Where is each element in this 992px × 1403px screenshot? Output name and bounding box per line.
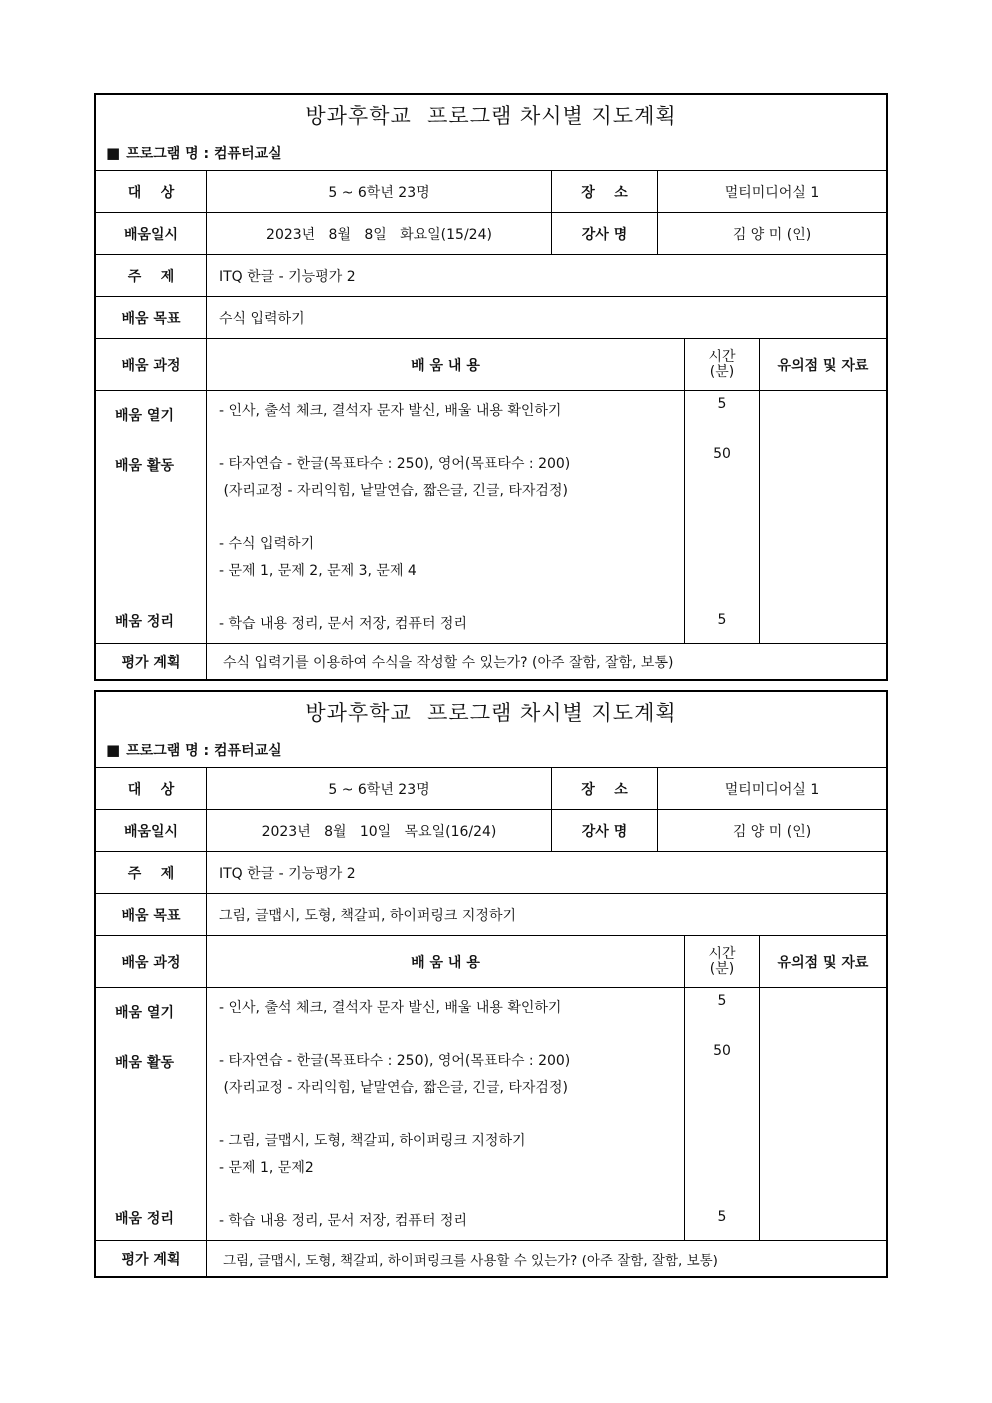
content-label: 배 움 내 용 bbox=[207, 936, 685, 987]
place-label: 장 소 bbox=[552, 768, 658, 809]
goal-row bbox=[96, 297, 886, 339]
process-label: 배움 과정 bbox=[96, 936, 207, 987]
goal-label: 배움 목표 bbox=[96, 297, 207, 338]
topic-row bbox=[96, 852, 886, 894]
square-bullet-icon: ■ bbox=[106, 143, 121, 162]
goal-row bbox=[96, 894, 886, 936]
evaluation-value: 수식 입력기를 이용하여 수식을 작성할 수 있는가? (아주 잘함, 잘함, 보통) bbox=[223, 654, 674, 671]
process-label: 배움 과정 bbox=[96, 339, 207, 390]
time-label-line-1: 시간 bbox=[708, 348, 736, 365]
program-name-row bbox=[96, 135, 886, 171]
date-row bbox=[96, 213, 886, 255]
time-activity: 50 bbox=[713, 446, 731, 462]
stage-open: 배움 열기 bbox=[115, 1005, 174, 1021]
notes-label: 유의점 및 자료 bbox=[777, 954, 869, 971]
stage-column bbox=[96, 988, 207, 1240]
goal-value: 수식 입력하기 bbox=[219, 310, 305, 327]
stage-open: 배움 열기 bbox=[115, 408, 174, 424]
process-header-row bbox=[96, 936, 886, 988]
content-column bbox=[207, 391, 685, 643]
notes-column bbox=[760, 391, 886, 643]
time-column bbox=[685, 391, 760, 643]
teacher-label: 강사 명 bbox=[552, 810, 658, 851]
content-line: - 타자연습 - 한글(목표타수 : 250), 영어(목표타수 : 200) bbox=[219, 1053, 571, 1069]
stage-close: 배움 정리 bbox=[115, 1211, 174, 1227]
process-header-row bbox=[96, 339, 886, 391]
time-close: 5 bbox=[717, 612, 727, 628]
plan-title: 방과후학교 프로그램 차시별 지도계획 bbox=[305, 104, 677, 128]
content-line: - 문제 1, 문제2 bbox=[219, 1160, 314, 1176]
content-line: - 학습 내용 정리, 문서 저장, 컴퓨터 정리 bbox=[219, 616, 467, 632]
place-label: 장 소 bbox=[552, 171, 658, 212]
date-value: 2023년 8월 8일 화요일(15/24) bbox=[207, 213, 552, 254]
goal-label: 배움 목표 bbox=[96, 894, 207, 935]
teacher-value: 김 양 미 (인) bbox=[732, 823, 812, 840]
content-line: - 인사, 출석 체크, 결석자 문자 발신, 배울 내용 확인하기 bbox=[219, 1000, 562, 1016]
square-bullet-icon: ■ bbox=[106, 740, 121, 759]
date-row bbox=[96, 810, 886, 852]
topic-label: 주 제 bbox=[96, 255, 207, 296]
program-name: 프로그램 명 : 컴퓨터교실 bbox=[126, 145, 282, 162]
time-column bbox=[685, 988, 760, 1240]
content-line: - 그림, 글맵시, 도형, 책갈피, 하이퍼링크 지정하기 bbox=[219, 1133, 526, 1149]
topic-value: ITQ 한글 - 기능평가 2 bbox=[219, 865, 356, 882]
evaluation-row bbox=[96, 644, 886, 679]
process-body-row bbox=[96, 988, 886, 1241]
content-line: - 수식 입력하기 bbox=[219, 536, 315, 552]
stage-activity: 배움 활동 bbox=[115, 458, 174, 474]
target-label: 대 상 bbox=[96, 171, 207, 212]
time-open: 5 bbox=[717, 396, 727, 412]
content-line: (자리교정 - 자리익힘, 낱말연습, 짧은글, 긴글, 타자검정) bbox=[219, 483, 568, 499]
content-line: - 학습 내용 정리, 문서 저장, 컴퓨터 정리 bbox=[219, 1213, 467, 1229]
place-value: 멀티미디어실 1 bbox=[724, 781, 820, 798]
content-column bbox=[207, 988, 685, 1240]
time-label-line-2: (분) bbox=[709, 363, 735, 380]
target-row bbox=[96, 768, 886, 810]
goal-value: 그림, 글맵시, 도형, 책갈피, 하이퍼링크 지정하기 bbox=[219, 907, 517, 924]
content-line: - 인사, 출석 체크, 결석자 문자 발신, 배울 내용 확인하기 bbox=[219, 403, 562, 419]
process-body-row bbox=[96, 391, 886, 644]
lesson-plan-1 bbox=[94, 93, 888, 681]
target-label: 대 상 bbox=[96, 768, 207, 809]
topic-label: 주 제 bbox=[96, 852, 207, 893]
date-label: 배움일시 bbox=[96, 213, 207, 254]
time-label bbox=[685, 339, 760, 390]
evaluation-value: 그림, 글맵시, 도형, 책갈피, 하이퍼링크를 사용할 수 있는가? (아주 잘함, 잘함, 보통) bbox=[223, 1252, 718, 1269]
time-label-line-2: (분) bbox=[709, 960, 735, 977]
evaluation-label: 평가 계획 bbox=[96, 644, 207, 679]
content-line: - 타자연습 - 한글(목표타수 : 250), 영어(목표타수 : 200) bbox=[219, 456, 571, 472]
time-close: 5 bbox=[717, 1209, 727, 1225]
stage-close: 배움 정리 bbox=[115, 614, 174, 630]
stage-column bbox=[96, 391, 207, 643]
content-line: - 문제 1, 문제 2, 문제 3, 문제 4 bbox=[219, 563, 417, 579]
date-label: 배움일시 bbox=[96, 810, 207, 851]
target-row bbox=[96, 171, 886, 213]
time-open: 5 bbox=[717, 993, 727, 1009]
content-label: 배 움 내 용 bbox=[207, 339, 685, 390]
topic-row bbox=[96, 255, 886, 297]
teacher-label: 강사 명 bbox=[552, 213, 658, 254]
notes-column bbox=[760, 988, 886, 1240]
time-activity: 50 bbox=[713, 1043, 731, 1059]
stage-activity: 배움 활동 bbox=[115, 1055, 174, 1071]
time-label bbox=[685, 936, 760, 987]
date-value: 2023년 8월 10일 목요일(16/24) bbox=[207, 810, 552, 851]
program-name: 프로그램 명 : 컴퓨터교실 bbox=[126, 742, 282, 759]
topic-value: ITQ 한글 - 기능평가 2 bbox=[219, 268, 356, 285]
program-name-row bbox=[96, 732, 886, 768]
evaluation-label: 평가 계획 bbox=[96, 1241, 207, 1276]
content-line: (자리교정 - 자리익힘, 낱말연습, 짧은글, 긴글, 타자검정) bbox=[219, 1080, 568, 1096]
time-label-line-1: 시간 bbox=[708, 945, 736, 962]
lesson-plan-2 bbox=[94, 690, 888, 1278]
target-value: 5 ~ 6학년 23명 bbox=[207, 768, 552, 809]
teacher-value: 김 양 미 (인) bbox=[732, 226, 812, 243]
evaluation-row bbox=[96, 1241, 886, 1276]
notes-label: 유의점 및 자료 bbox=[777, 357, 869, 374]
place-value: 멀티미디어실 1 bbox=[724, 184, 820, 201]
target-value: 5 ~ 6학년 23명 bbox=[207, 171, 552, 212]
plan-title: 방과후학교 프로그램 차시별 지도계획 bbox=[305, 701, 677, 725]
